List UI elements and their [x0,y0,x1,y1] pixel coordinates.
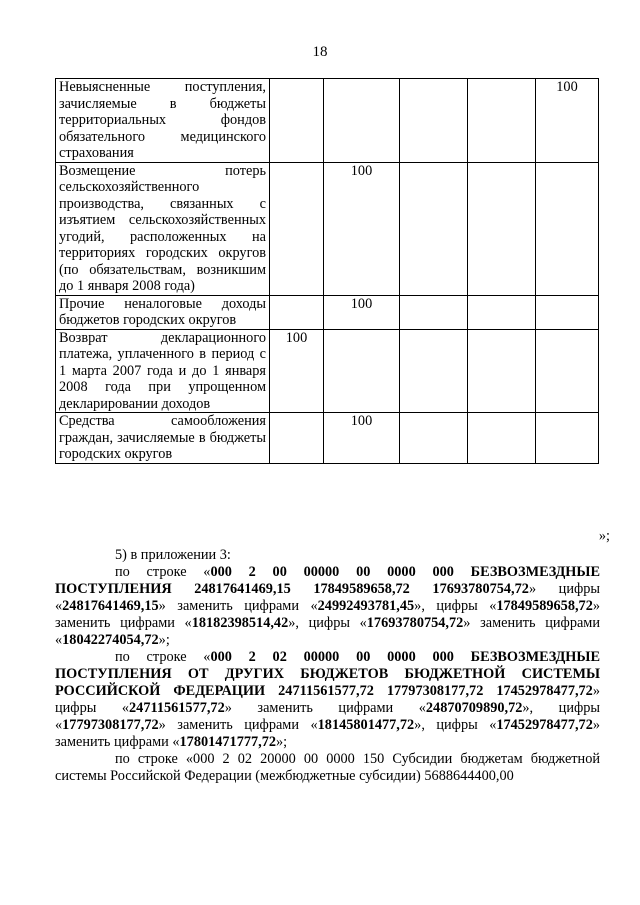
table-row [56,413,599,464]
percent-cell [270,162,324,295]
amendments-text [55,547,600,785]
percent-cell [468,79,536,163]
text-segment: », цифры « [55,700,600,733]
text-segment: » заменить цифрами « [55,598,601,631]
percent-cell [400,79,468,163]
text-segment: по строке « [115,564,211,580]
revenue-name-cell: Невыясненные поступления, зачисляемые в бюджеты территориальных фондов обязательного медицинского страхования [56,79,270,163]
text-segment: », цифры « [414,717,497,733]
percent-cell [270,295,324,329]
percent-cell [400,329,468,413]
percent-cell [400,295,468,329]
revenue-distribution-table [55,78,599,464]
percent-cell [324,329,400,413]
text-segment: », цифры « [414,598,497,614]
percent-cell [400,413,468,464]
table-row [56,79,599,163]
percent-cell [468,295,536,329]
percent-cell [468,162,536,295]
percent-cell: 100 [536,79,599,163]
table-row [56,295,599,329]
percent-cell: 100 [324,295,400,329]
bold-segment: 17797308177,72 [62,717,159,733]
percent-cell [270,79,324,163]
bold-segment: 17801471777,72 [179,734,277,750]
bold-segment: 24992493781,45 [317,598,415,614]
bold-segment: 24817641469,15 [62,598,159,614]
bold-segment: 17452978477,72 [496,717,593,733]
table-row [56,162,599,295]
text-segment: » заменить цифрами « [224,700,426,716]
percent-cell [270,413,324,464]
bold-segment: 17849589658,72 [496,598,593,614]
bold-segment: 18042274054,72 [62,632,159,648]
closing-quote: »; [598,528,610,544]
text-segment: » цифры « [55,581,600,614]
revenue-name-cell: Средства самообложения граждан, зачисляемые в бюджеты городских округов [56,413,270,464]
page-number: 18 [312,44,328,60]
text-segment: » заменить цифрами « [55,615,601,648]
bold-segment: 17693780754,72 [366,615,464,631]
revenue-name-cell: Возмещение потерь сельскохозяйственного производства, связанных с изъятием сельскохозяйственных угодий, расположенных на территориях городских округов (по обязательствам, возникшим до 1 января 2008 года) [56,162,270,295]
bold-segment: 000 2 02 00000 00 0000 000 БЕЗВОЗМЕЗДНЫЕ ПОСТУПЛЕНИЯ ОТ ДРУГИХ БЮДЖЕТОВ БЮДЖЕТНОЙ СИСТЕМЫ РОССИЙСКОЙ ФЕДЕРАЦИИ 24711561577,72 17797308177,72 17452978477,72 [55,649,600,699]
percent-cell [536,162,599,295]
text-segment: » заменить цифрами « [158,598,318,614]
percent-cell [536,329,599,413]
percent-cell: 100 [270,329,324,413]
text-segment: » заменить цифрами « [158,717,318,733]
revenue-name-cell: Прочие неналоговые доходы бюджетов городских округов [56,295,270,329]
text-segment: »; [276,734,288,750]
bold-segment: 24870709890,72 [425,700,523,716]
table-row [56,329,599,413]
bold-segment: 18182398514,42 [191,615,289,631]
percent-cell [400,162,468,295]
revenue-name-cell: Возврат декларационного платежа, уплаченного в период с 1 марта 2007 года и до 1 января 2008 года при упрощенном декларировании доходов [56,329,270,413]
text-segment: » заменить цифрами « [55,717,601,750]
percent-cell [536,295,599,329]
bold-segment: 000 2 00 00000 00 0000 000 БЕЗВОЗМЕЗДНЫЕ ПОСТУПЛЕНИЯ 24817641469,15 17849589658,72 17693780754,72 [55,564,600,597]
text-segment: »; [158,632,170,648]
amendment-heading: 5) в приложении 3: [115,547,231,563]
percent-cell [536,413,599,464]
amendment-paragraph-3: по строке «000 2 02 20000 00 0000 150 Субсидии бюджетам бюджетной системы Российской Федерации (межбюджетные субсидии) 5688644400,00 [55,751,600,784]
percent-cell: 100 [324,162,400,295]
text-segment: по строке « [115,649,211,665]
amendment-paragraph-1 [55,564,600,649]
bold-segment: 18145801477,72 [317,717,415,733]
bold-segment: 24711561577,72 [129,700,225,716]
percent-cell [468,413,536,464]
percent-cell: 100 [324,413,400,464]
amendment-paragraph-2 [55,649,600,751]
percent-cell [324,79,400,163]
text-segment: » цифры « [55,683,600,716]
text-segment: », цифры « [288,615,367,631]
percent-cell [468,329,536,413]
